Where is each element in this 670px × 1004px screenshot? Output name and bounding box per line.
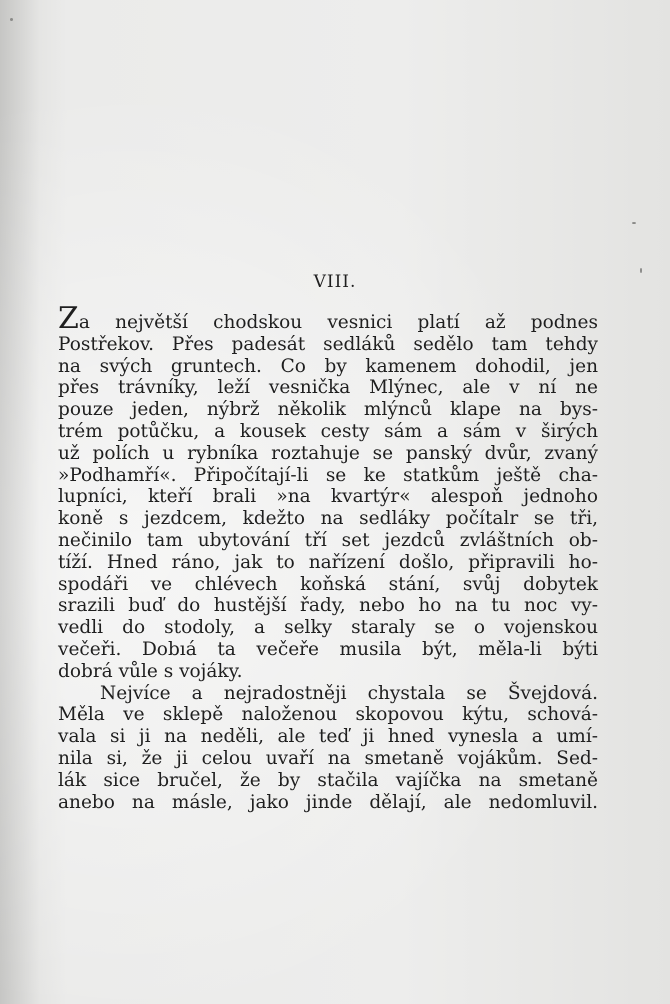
- text-line: tíží. Hned ráno, jak to nařízení došlo, připravili ho-: [58, 551, 598, 573]
- text-line: vala si ji na neděli, ale teď ji hned vynesla a umí-: [58, 726, 598, 748]
- text-line: dobrá vůle s vojáky.: [58, 660, 243, 682]
- text-line: přes trávníky, leží vesnička Mlýnec, ale v ní ne: [58, 377, 598, 399]
- text-line: Za největší chodskou vesnici platí až podnes: [58, 301, 598, 336]
- text-line: vedli do stodoly, a selky staraly se o vojenskou: [58, 617, 598, 639]
- text-line: pouze jeden, nýbrž několik mlýnců klape na bys-: [58, 399, 598, 421]
- gutter-shadow: [0, 0, 40, 1004]
- text-line: Postřekov. Přes padesát sedláků sedělo tam tehdy: [58, 333, 598, 355]
- text-line: spodáři ve chlévech koňská stání, svůj dobytek: [58, 573, 598, 595]
- text-line: večeři. Dobıá ta večeře musila být, měla-li býti: [58, 638, 598, 660]
- text-line: srazili buď do hustější řady, nebo ho na tu noc vy-: [58, 595, 598, 617]
- text-line: koně s jezdcem, kdežto na sedláky počítalr se tři,: [58, 508, 598, 530]
- text-line: anebo na másle, jako jinde dělají, ale nedomluvil.: [58, 791, 598, 813]
- text-line: Nejvíce a nejradostněji chystala se Švejdová.: [100, 682, 598, 704]
- paper-speck: [10, 18, 13, 21]
- text-line: trém potůčku, a kousek cesty sám a sám v širých: [58, 420, 598, 442]
- text-line: už polích u rybníka roztahuje se panský dvůr, zvaný: [58, 442, 598, 464]
- paragraph: [58, 683, 598, 814]
- text-line: »Podhamří«. Připočítají-li se ke statkům ještě cha-: [58, 464, 598, 486]
- body-text: [58, 301, 598, 813]
- text-line: nila si, že ji celou uvaří na smetaně vojákům. Sed-: [58, 747, 598, 769]
- paper-speck: [632, 222, 636, 224]
- text-line: na svých gruntech. Co by kamenem dohodil, jen: [58, 355, 598, 377]
- text-line: Měla ve sklepě naloženou skopovou kýtu, schová-: [58, 704, 598, 726]
- text-line: nečinilo tam ubytování tří set jezdců zvláštních ob-: [58, 529, 598, 551]
- paragraph: [58, 301, 598, 683]
- text-line: lupníci, kteří brali »na kvartýr« alespoň jednoho: [58, 486, 598, 508]
- text-line: lák sice bručel, že by stačila vajíčka na smetaně: [58, 769, 598, 791]
- chapter-heading: VIII.: [313, 272, 357, 292]
